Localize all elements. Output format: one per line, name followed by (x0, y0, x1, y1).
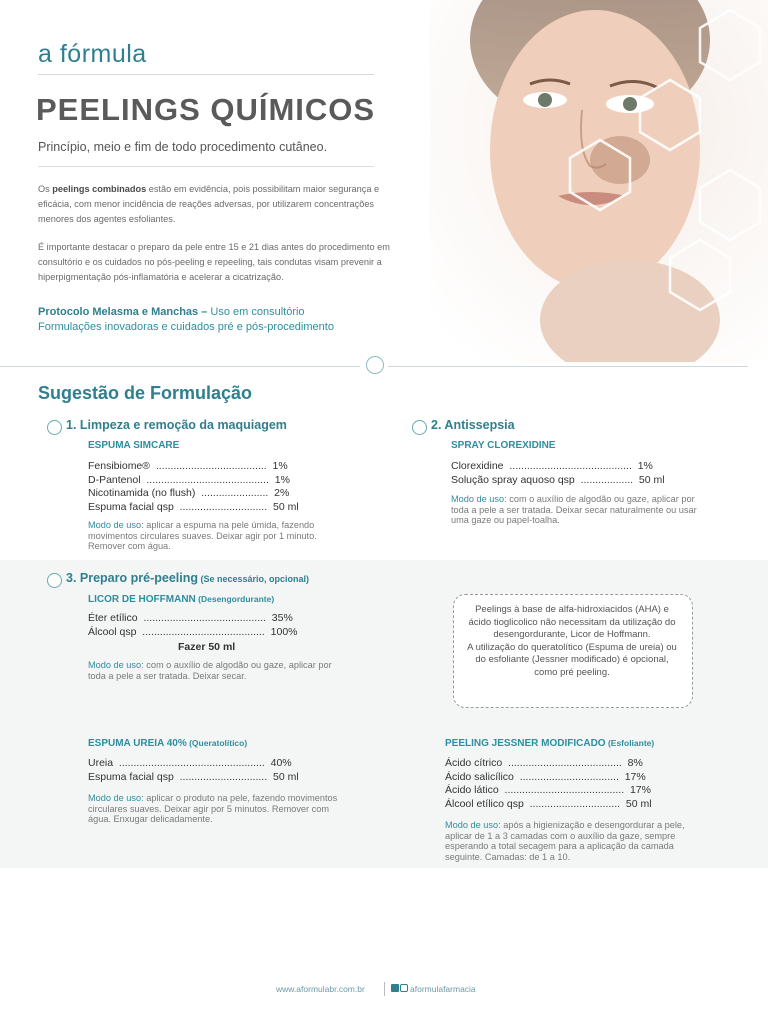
divider (388, 366, 748, 367)
step-3-formula (88, 612, 298, 639)
formula-row: Nicotinamida (no flush) ....................... 2% (88, 487, 290, 499)
formula-row: Álcool etílico qsp ............................... 50 ml (445, 797, 652, 810)
flask-icon (366, 356, 384, 374)
step-icon (47, 573, 62, 588)
step-3-title: 3. Preparo pré-peeling (Se necessário, opcional) (66, 571, 310, 585)
page-title: PEELINGS QUÍMICOS (36, 92, 376, 127)
step-icon (412, 420, 427, 435)
formula-row: Éter etílico .......................................... 35% (88, 612, 293, 624)
formula-row: D-Pantenol .......................................... 1% (88, 473, 290, 486)
step-3-make: Fazer 50 ml (178, 641, 236, 653)
step-icon (47, 420, 62, 435)
step-3-usage: Modo de uso: com o auxílio de algodão ou gaze, aplicar por toda a pele a ser tratada. Deixar secar. (88, 660, 332, 681)
jessner-formula (445, 757, 652, 811)
jessner-product: PEELING JESSNER MODIFICADO (Esfoliante) (445, 738, 655, 749)
step-2-formula (451, 460, 665, 487)
formula-row: Ácido cítrico ....................................... 8% (445, 757, 643, 769)
formula-row: Álcool qsp .......................................... 100% (88, 625, 298, 638)
face-photo (430, 0, 768, 362)
step-2-title: 2. Antissepsia (431, 418, 515, 432)
ureia-product: ESPUMA UREIA 40% (Queratolítico) (88, 738, 248, 749)
note-text: Peelings à base de alfa-hidroxiacidos (AHA) e ácido tioglicolico não necessitam da utilização do desengordurante, Licor de Hoffmann. A utilização do queratolítico (Espuma de ureia) ou do esfoliante (Jessner modificado) é opcional, como pré peeling. (467, 604, 677, 678)
section-title: Sugestão de Formulação (38, 383, 253, 403)
formula-row: Clorexidine .......................................... 1% (451, 460, 653, 472)
ureia-usage: Modo de uso: aplicar o produto na pele, fazendo movimentos circulares suaves. Deixar agir por 5 minutos. Remover com água. Enxugar delicadamente. (88, 793, 338, 824)
step-1-title: 1. Limpeza e remoção da maquiagem (66, 418, 287, 432)
formula-row: Fensibiome® ...................................... 1% (88, 460, 288, 472)
divider (38, 166, 374, 167)
step-3-product: LICOR DE HOFFMANN (Desengordurante) (88, 594, 275, 605)
formula-row: Ureia .................................................. 40% (88, 757, 292, 769)
step-2-usage: Modo de uso: com o auxílio de algodão ou gaze, aplicar por toda a pele a ser tratada. Deixar secar naturalmente ou usar uma gaze ou papel-toalha. (451, 494, 697, 525)
protocol-text: Protocolo Melasma e Manchas – Uso em consultório Formulações inovadoras e cuidados pré e pós-procedimento (38, 306, 334, 333)
divider (0, 366, 360, 367)
brand-logo: a fórmula (38, 40, 147, 68)
formula-row: Espuma facial qsp .............................. 50 ml (88, 500, 299, 513)
formula-row: Ácido lático ......................................... 17% (445, 784, 651, 796)
formula-row: Solução spray aquoso qsp .................. 50 ml (451, 473, 665, 486)
step-1-product: ESPUMA SIMCARE (88, 440, 180, 451)
footer-website[interactable]: www.aformulabr.com.br (276, 984, 365, 994)
facebook-icon[interactable] (391, 984, 399, 992)
step-2-product: SPRAY CLOREXIDINE (451, 440, 556, 451)
instagram-icon[interactable] (400, 984, 408, 992)
ureia-formula (88, 757, 299, 784)
step-1-usage: Modo de uso: aplicar a espuma na pele úmida, fazendo movimentos circulares suaves. Deixar agir por 1 minuto. Remover com água. (88, 520, 317, 551)
formula-row: Ácido salicílico .................................. 17% (445, 770, 646, 783)
intro-paragraph-2: É importante destacar o preparo da pele entre 15 e 21 dias antes do procedimento em consultório e os cuidados no pós-peeling e repeeling, tais condutas visam prevenir a hiperpigmentação pós-inflamatória e acelerar a cicatrização. (38, 242, 390, 282)
intro-paragraph-1: Os peelings combinados estão em evidência, pois possibilitam maior segurança e eficácia, com menor incidência de reações adversas, por utilizarem concentrações menores dos agentes esfoliantes. (38, 184, 380, 224)
formula-row: Espuma facial qsp .............................. 50 ml (88, 770, 299, 783)
divider (38, 74, 374, 75)
divider (384, 982, 385, 996)
page-subtitle: Princípio, meio e fim de todo procedimento cutâneo. (38, 140, 328, 154)
step-1-formula (88, 460, 299, 514)
jessner-usage: Modo de uso: após a higienização e desengordurar a pele, aplicar de 1 a 3 camadas com o auxílio da gaze, sempre esperando a total secagem para a aplicação da camada seguinte. Camadas: de 1 a 10. (445, 820, 685, 862)
footer-social[interactable]: aformulafarmacia (410, 984, 476, 994)
